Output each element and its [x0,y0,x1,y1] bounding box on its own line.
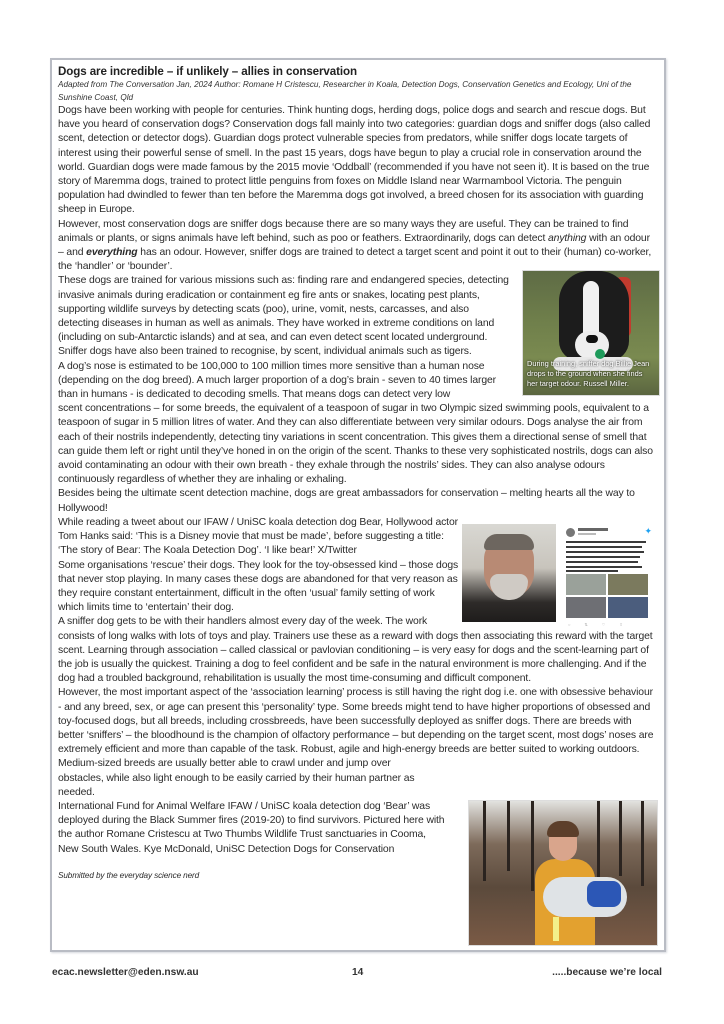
tweet-author-placeholder [578,528,608,531]
tweet-text-line [566,541,646,543]
hair-shape [484,534,534,550]
tweet-handle-placeholder [578,533,596,535]
burnt-tree-shape [641,801,644,886]
tweet-image [566,574,606,595]
tom-hanks-photo [462,524,556,622]
dog-nose-shape [586,335,598,343]
beard-shape [490,574,528,600]
paragraph-obstacles: obstacles, while also light enough to be easily carried by their human partner as needed. [58,772,415,798]
paragraph-nose-a: A dog’s nose is estimated to be 100,000 to 100 million times more sensitive than a human nose (depending on the dog breed). A much larger proportion of a dog’s brain - seven to 40 times larger than in humans - is dedicated to decoding smells. That means dogs can detect very low [58,360,497,401]
dog-vest-shape [587,881,621,907]
emphasis-anything: anything [548,232,587,244]
footer-email-link[interactable]: ecac.newsletter@eden.nsw.au [52,967,199,978]
tweet-image-grid [566,574,648,618]
tweet-image [608,574,648,595]
tweet-avatar [566,528,575,537]
tweet-text-line [566,570,618,572]
dog-photo-caption: During training, sniffer dog Billie Jean drops to the ground when she finds her target odour. Russell Miller. [527,359,650,388]
article-content [58,64,658,883]
text-run: However, most conservation dogs are sniffer dogs because there are so many ways they are useful. They can be trained to find animals or plants, or signs animals have left behind, such as poo or feathers. Extraordinarily, dogs can detect [58,218,629,244]
paragraph-right-dog: However, the most important aspect of the ‘association learning’ process is still having the right dog i.e. one with obsessive behaviour - and any breed, sex, or age can present this ‘personality’ type. Some breeds might tend to have higher proportions of obsessed and toy-focused dogs, but all breeds, including crossbreeds, have been successfully deployed as sniffer dogs. There are breeds with better ‘sniffers’ – the bloodhound is the champion of olfactory performance – but depending on the target scent, most dogs’ noses are extremely efficient and more than capable of the task. Robust, agile and high-energy breeds are better suited to working outdoors. Medium-sized breeds are usually better able to crawl under and jump over [58,687,654,770]
reflective-strip-shape [553,917,559,941]
ball-toy-shape [595,349,605,359]
burnt-tree-shape [531,801,534,891]
page-number: 14 [352,967,364,978]
paragraph-bear-caption: International Fund for Animal Welfare IFAW / UniSC koala detection dog ‘Bear’ was deployed during the Black Summer fires (2019-20) to find survivors. Pictured here with the author Romane Cristescu at Two Thumbs Wildlife Trust sanctuaries in Cooma, New South Wales. Kye McDonald, UniSC Detection Dogs for Conservation [58,800,445,855]
tweet-card [564,526,658,630]
footer-tagline: .....because we’re local [552,967,662,978]
tom-hanks-tweet-image [462,524,658,636]
paragraph-sniffer-dogs [58,218,658,275]
paragraph-nose-b: scent concentrations – for some breeds, the equivalent of a teaspoon of sugar in two Olympic sized swimming pools, equivalent to a teaspoon of sugar in 5 million litres of water. And they can also differentiate between very similar odours. Dogs analyse the air from each of their nostrils independently, detecting tiny variations in scent concentration. This gives them a directional sense of smell that can guide them left or right until they’ve honed in on the origin of the scent. Thanks to these very sophisticated nostrils, dogs can also avoid contaminating an odour with their own breath - they exhale through the nostrils’ sides. They can also analyse odours continuously regardless of whether they are inhaling or exhaling. [58,403,653,486]
emphasis-everything: everything [86,247,138,259]
tweet-text-line [566,546,642,548]
paragraph-handlers-a: A sniffer dog gets to be with their handlers almost every day of the week. The work [58,616,428,628]
article-title: Dogs are incredible – if unlikely – allies in conservation [58,65,357,78]
sniffer-dog-photo [522,270,660,396]
paragraph-intro: Dogs have been working with people for centuries. Think hunting dogs, herding dogs, police dogs and search and rescue dogs. But have you heard of conservation dogs? Conservation dogs fall mainly into two categories: guardian dogs and sniffer dogs (also called scent, detection or detector dogs). Guardian dogs protect vulnerable species from predators, while sniffer dogs locate targets of interest using their powerful sense of smell. In the past 15 years, dogs have begun to play a crucial role in conservation around the world. Guardian dogs were made famous by the 2015 movie ‘Oddball’ (recommended if you have not seen it). It is based on the true story of Maremma dogs, trained to protect little penguins from foxes on Middle Island near Warrnambool Victoria. The penguin population had dwindled to fewer than ten before the Maremma dogs got involved, a breed chosen for its association with guarding sheep in Europe. [58,105,651,216]
tweet-text-line [566,561,638,563]
bear-koala-dog-photo [468,800,658,946]
burnt-tree-shape [619,801,622,876]
tweet-text-line [566,566,642,568]
paragraph-missions: These dogs are trained for various missions such as: finding rare and endangered species, detecting invasive animals during eradication or containment eg fire ants or snakes, locating pest plants, supporting wildlife surveys by detecting scats (poo), urine, vomit, nests, carcasses, and also detecting diseases in human as well as animals. They have worked in extreme conditions on land (including on sub-Antarctic islands) and at sea, and can even detect scent located underground. Sniffer dogs have also been trained to recognise, by scent, individual animals such as tigers. [58,275,509,358]
hair-shape [547,821,579,837]
article-frame [50,58,666,952]
submitted-by: Submitted by the everyday science nerd [58,870,200,880]
tweet-actions: ○⇅♡⇧ [568,622,637,627]
paragraph-ambassadors: Besides being the ultimate scent detection machine, dogs are great ambassadors for conservation – melting hearts all the way to Hollywood! [58,488,635,514]
tweet-text-line [566,551,644,553]
twitter-bird-icon: ✦ [644,526,652,536]
text-run: has an odour. However, sniffer dogs are trained to detect a target scent and point it out to their (human) co-worker, the ‘handler’ or ‘bounder’. [58,247,652,273]
tweet-image [566,597,606,618]
text-run: with an odour – and [58,232,650,259]
tweet-image [608,597,648,618]
burnt-tree-shape [507,801,510,871]
article-byline: Adapted from The Conversation Jan, 2024 Author: Romane H Cristescu, Researcher in Koala, Detection Dogs, Conservation Genetics and Ecology, Uni of the Sunshine Coast, Qld [58,80,632,102]
paragraph-rescue: Some organisations ‘rescue’ their dogs. They look for the toy-obsessed kind – those dogs that never stop playing. In many cases these dogs are abandoned for that very reason as they require constant entertainment, difficult in the often ‘usual’ family setting of work which limits time to ‘entertain’ their dog. [58,559,459,614]
paragraph-tom-hanks: While reading a tweet about our IFAW / UniSC koala detection dog Bear, Hollywood actor Tom Hanks said: ‘This is a Disney movie that must be made’, before suggesting a title: ‘The story of Bear: The Koala Detection Dog’. ‘I like bear!’ X/Twitter [58,516,458,557]
burnt-tree-shape [483,801,486,881]
tweet-text-line [566,556,640,558]
paragraph-handlers-b: consists of long walks with lots of toys and play. Trainers use these as a reward with dogs then associating this reward with the target scent. Learning through association – called classical or pavlovian conditioning – is very easy for dogs and the scent-learning part of the job is usually the quickest. Training a dog to feel confident and be safe in the natural environment is more challenging. And if the dog had a troubled background, rehabilitation is usually the most time-consuming and difficult component. [58,630,653,685]
